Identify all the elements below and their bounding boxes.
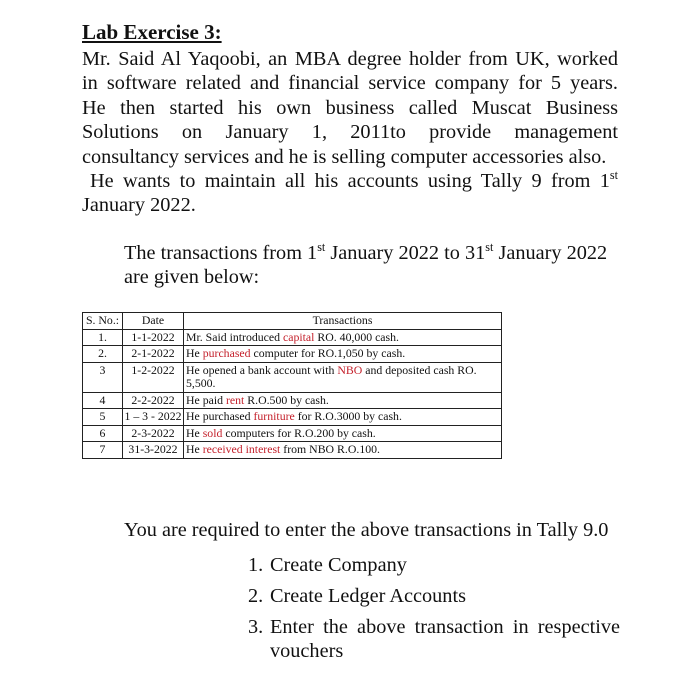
table-row <box>83 329 502 346</box>
intro-line: in software related and financial service company for 5 years. <box>82 72 618 95</box>
highlighted-term: NBO <box>337 362 363 377</box>
highlighted-term: rent <box>225 392 245 407</box>
intro-line: January 2022. <box>82 194 196 217</box>
table-row <box>83 362 502 392</box>
transaction-text: computers for R.O.200 by cash. <box>222 425 376 440</box>
table-row <box>83 346 502 363</box>
list-item <box>248 581 620 612</box>
cell-transaction <box>184 409 502 426</box>
highlighted-term: received interest <box>202 442 281 456</box>
step-text: Enter the above transaction in respective vouchers <box>270 616 620 662</box>
superscript: st <box>485 240 494 255</box>
step-number: 2. <box>248 585 264 607</box>
cell-transaction <box>184 392 502 409</box>
transaction-text: R.O.500 by cash. <box>244 392 329 407</box>
table-row <box>83 442 502 459</box>
transaction-text: He paid <box>186 392 226 407</box>
step-number: 3. <box>248 616 264 638</box>
transaction-text: He purchased <box>186 409 254 423</box>
header-date: Date <box>123 313 184 330</box>
intro-line-with-sup <box>82 169 618 193</box>
transaction-text: He opened a bank account with <box>186 362 338 377</box>
transactions-table <box>82 312 502 459</box>
table-header-row <box>83 313 502 330</box>
table-row <box>83 409 502 426</box>
superscript: st <box>609 168 618 183</box>
table-row <box>83 392 502 409</box>
cell-date: 1-1-2022 <box>123 329 184 346</box>
cell-transaction <box>184 346 502 363</box>
highlighted-term: capital <box>282 329 315 344</box>
cell-date: 2-2-2022 <box>123 392 184 409</box>
given-line-2: are given below: <box>124 266 260 289</box>
cell-sno: 6 <box>83 425 123 442</box>
highlighted-term: purchased <box>202 346 251 360</box>
cell-date: 31-3-2022 <box>123 442 184 459</box>
cell-date: 2-1-2022 <box>123 346 184 363</box>
transaction-text: Mr. Said introduced <box>186 329 283 344</box>
transaction-text: He <box>186 442 203 456</box>
intro-line: He wants to maintain all his accounts using Tally 9 from 1 <box>90 170 610 193</box>
table-row <box>83 425 502 442</box>
intro-line: Solutions on January 1, 2011to provide management <box>82 121 618 144</box>
transaction-text: and deposited cash RO. 5,500. <box>186 362 477 390</box>
header-transactions: Transactions <box>184 313 502 330</box>
step-text: Create Ledger Accounts <box>270 585 466 607</box>
step-number: 1. <box>248 554 264 576</box>
superscript: st <box>317 240 326 255</box>
steps-list <box>248 550 620 663</box>
transaction-text: He <box>186 346 203 360</box>
table-body <box>83 329 502 458</box>
cell-transaction <box>184 362 502 392</box>
given-text: January 2022 to 31 <box>325 242 486 264</box>
cell-transaction <box>184 425 502 442</box>
cell-date: 2-3-2022 <box>123 425 184 442</box>
cell-sno: 5 <box>83 409 123 426</box>
highlighted-term: sold <box>202 425 223 440</box>
given-text: January 2022 <box>493 242 608 264</box>
highlighted-term: furniture <box>253 409 295 423</box>
given-line-1 <box>124 241 624 265</box>
intro-line: He then started his own business called Muscat Business <box>82 96 618 119</box>
cell-sno: 7 <box>83 442 123 459</box>
cell-date: 1-2-2022 <box>123 362 184 392</box>
requirement-text: You are required to enter the above transactions in Tally 9.0 <box>124 519 609 541</box>
cell-sno: 1. <box>83 329 123 346</box>
cell-transaction <box>184 442 502 459</box>
cell-sno: 2. <box>83 346 123 363</box>
exercise-title: Lab Exercise 3: <box>82 20 222 44</box>
cell-transaction <box>184 329 502 346</box>
transactions-intro <box>124 241 624 290</box>
transaction-text: RO. 40,000 cash. <box>314 329 399 344</box>
cell-sno: 4 <box>83 392 123 409</box>
intro-line: consultancy services and he is selling computer accessories also. <box>82 145 607 168</box>
header-sno: S. No.: <box>83 313 123 330</box>
transaction-text: from NBO R.O.100. <box>280 442 380 456</box>
step-text: Create Company <box>270 554 407 576</box>
transaction-text: He <box>186 425 203 440</box>
transaction-text: for R.O.3000 by cash. <box>294 409 402 423</box>
cell-sno: 3 <box>83 362 123 392</box>
intro-line: Mr. Said Al Yaqoobi, an MBA degree holder from UK, worked <box>82 48 618 70</box>
cell-date: 1 – 3 - 2022 <box>124 409 182 423</box>
transaction-text: computer for RO.1,050 by cash. <box>250 346 406 360</box>
list-item <box>248 550 620 581</box>
given-text: The transactions from 1 <box>124 242 318 264</box>
intro-paragraph <box>82 47 618 218</box>
list-item <box>248 612 620 663</box>
